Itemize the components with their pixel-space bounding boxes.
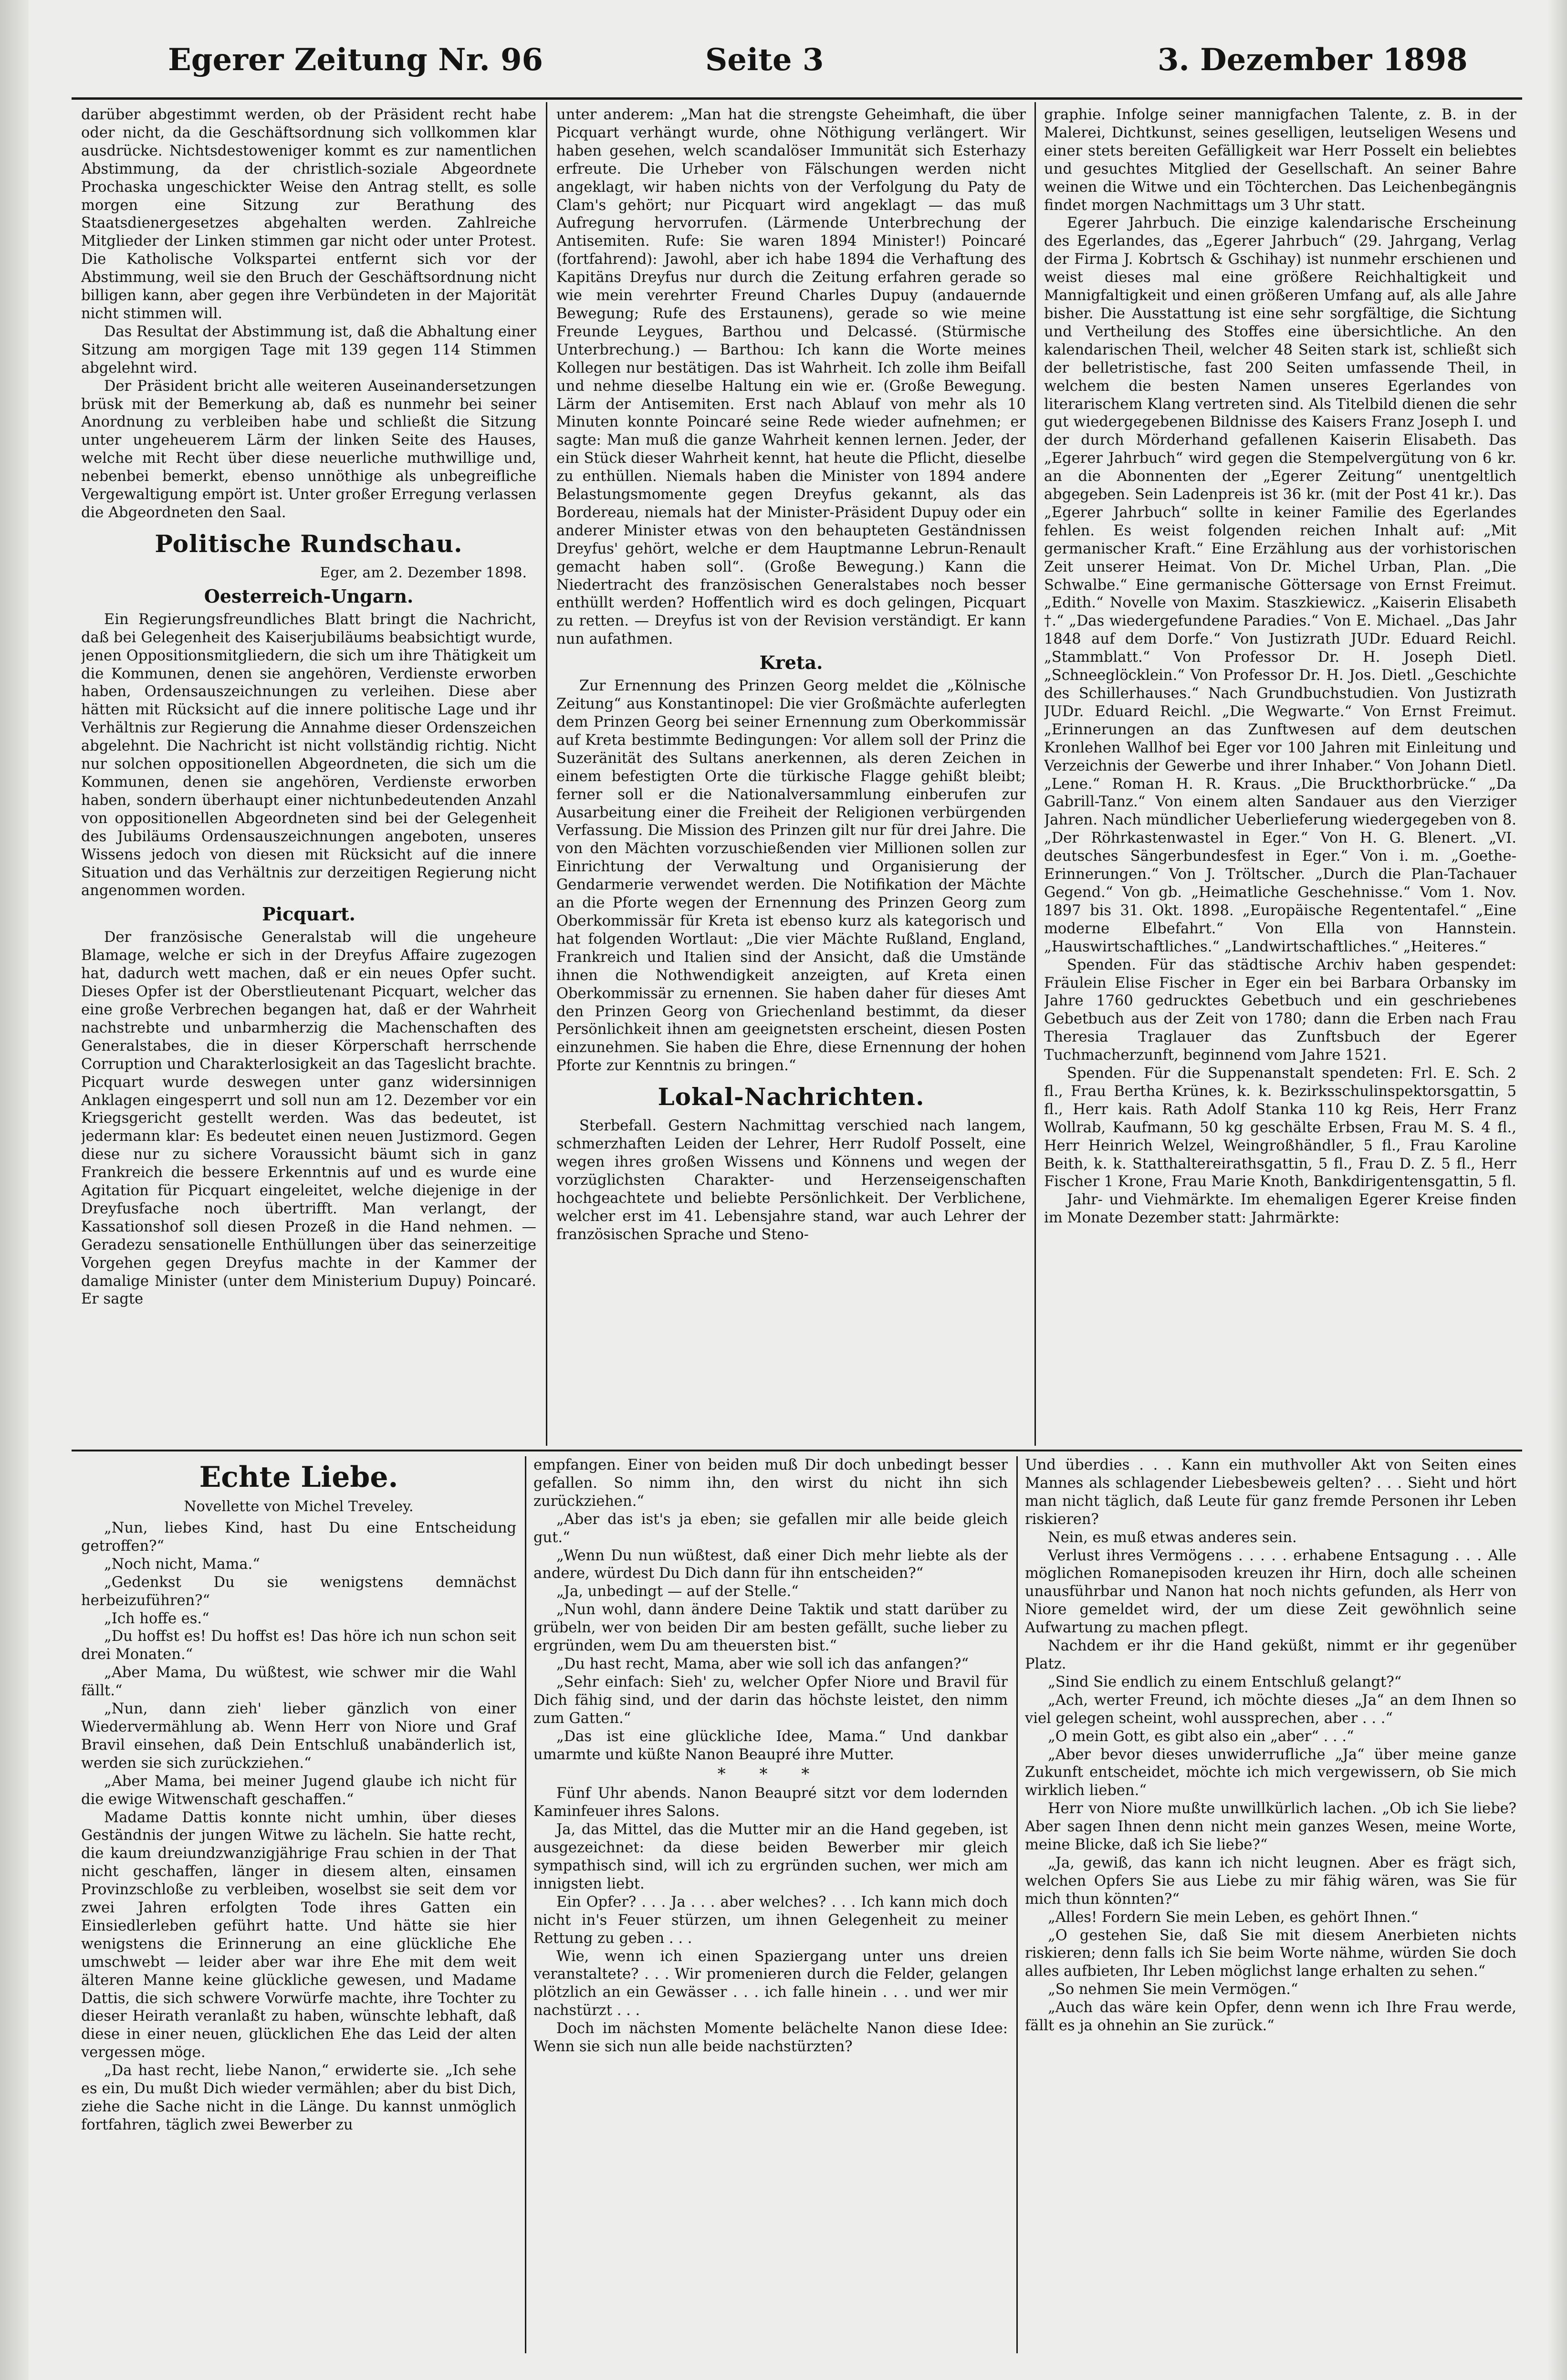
column-rule-3 [525,1456,526,2353]
column-3 [1044,106,1516,1445]
article-paragraph: graphie. Infolge seiner mannigfachen Talente, z. B. in der Malerei, Dichtkunst, seines geselligen, leutseligen Wesens und einer stets bereiten Gefälligkeit war Herr Posselt ein beliebtes und gesuchtes Mitglied der Gesellschaft. An seiner Bahre weinen die Witwe und ein Töchterchen. Das Leichenbegängnis findet morgen Nachmittags um 3 Uhr statt. [1044,106,1516,214]
article-paragraph: Ein Regierungsfreundliches Blatt bringt die Nachricht, daß bei Gelegenheit des Kaiserjubiläums beabsichtigt wurde, jenen Oppositionsmitgliedern, die sich um ihre Thätigkeit um die Kommunen, denen sie angehören, Verdienste erworben haben, Ordensauszeichnungen zu verleihen. Diese aber hätten mit Rücksicht auf die innere politische Lage und ihr Verhältnis zur Regierung die Annahme dieser Ordenszeichen abgelehnt. Die Nachricht ist nicht vollständig richtig. Nicht nur solchen oppositionellen Abgeordneten, die sich um die Kommunen, denen sie angehören, Verdienste erworben haben, sondern überhaupt einer nichtunbedeutenden Anzahl von oppositionellen Abgeordneten sind bei der Gelegenheit des Jubiläums Ordensauszeichnungen angeboten, unseres Wissens jedoch von diesen mit Rücksicht auf die innere Situation und das Verhältnis zur derzeitigen Regierung nicht angenommen worden. [81,611,536,899]
article-paragraph: unter anderem: „Man hat die strengste Geheimhaft, die über Picquart verhängt wurde, ohne Nöthigung verlängert. Wir haben gesehen, welch scandalöser Immunität sich Esterhazy erfreute. Die Urheber von Fälschungen werden nicht angeklagt, wir haben nichts von der Verfolgung du Paty de Clam's gehört; nur Picquart wird angeklagt — das muß Aufregung hervorrufen. (Lärmende Unterbrechung der Antisemiten. Rufe: Sie waren 1894 Minister!) Poincaré (fortfahrend): Jawohl, aber ich habe 1894 die Verhaftung des Kapitäns Dreyfus nur durch die Zeitung erfahren gerade so wie mein verehrter Freund Charles Dupuy (andauernde Bewegung; Rufe des Erstaunens), gerade so wie meine Freunde Leygues, Barthou und Delcassé. (Stürmische Unterbrechung.) — Barthou: Ich kann die Worte meines Kollegen nur bestätigen. Das ist Wahrheit. Ich zolle ihm Beifall und nehme dieselbe Haltung ein wie er. (Große Bewegung. Lärm der Antisemiten. Erst nach Ablauf von mehr als 10 Minuten konnte Poincaré seine Rede wieder aufnehmen; er sagte: Man muß die ganze Wahrheit kennen lernen. Jeder, der ein Stück dieser Wahrheit kennt, hat heute die Pflicht, dieselbe zu enthüllen. Niemals haben die Minister von 1894 andere Belastungsmomente gegen Dreyfus gekannt, als das Bordereau, niemals hat der Minister-Präsident Dupuy oder ein anderer Minister etwas von den behaupteten Geständnissen Dreyfus' gehört, welche er dem Hauptmanne Lebrun-Renault gemacht haben soll“. (Große Bewegung.) Kann die Niedertracht des französischen Generalstabes noch besser enthüllt werden? Hoffentlich wird es doch gelingen, Picquart zu retten. — Dreyfus ist von der Revision verständigt. Er kann nun aufathmen. [556,106,1026,648]
story-paragraph: „Ja, gewiß, das kann ich nicht leugnen. Aber es frägt sich, welchen Opfers Sie aus Liebe zu mir fähig wären, was Sie für mich thun könnten?“ [1025,1854,1516,1908]
column-2 [556,106,1026,1445]
story-paragraph: Nachdem er ihr die Hand geküßt, nimmt er ihr gegenüber Platz. [1025,1638,1516,1672]
column-1 [81,106,536,1445]
feuilleton-rule [72,1450,1522,1451]
story-paragraph: „O gestehen Sie, daß Sie mit diesem Anerbieten nichts riskieren; denn falls ich Sie beim Worte nähme, würden Sie doch alles aufbieten, Ihr Leben möglichst lange erhalten zu sehen.“ [1025,1927,1516,1980]
story-paragraph: „Du hoffst es! Du hoffst es! Das höre ich nun schon seit drei Monaten.“ [81,1628,516,1663]
story-paragraph: Und überdies . . . Kann ein muthvoller Akt von Seiten eines Mannes als schlagender Liebesbeweis gelten? . . . Sieht und hört man nicht täglich, daß Leute für ganz fremde Personen ihr Leben riskieren? [1025,1457,1516,1528]
story-paragraph: „Da hast recht, liebe Nanon,“ erwiderte sie. „Ich sehe es ein, Du mußt Dich wieder vermählen; aber du bist Dich, ziehe die Sache nicht in die Länge. Du kannst unmöglich fortfahren, täglich zwei Bewerber zu [81,2062,516,2133]
story-paragraph: „Nun, liebes Kind, hast Du eine Entscheidung getroffen?“ [81,1520,516,1555]
article-paragraph: Der französische Generalstab will die ungeheure Blamage, welche er sich in der Dreyfus Affaire zugezogen hat, dadurch wett machen, daß er ein neues Opfer sucht. Dieses Opfer ist der Oberstlieutenant Picquart, welcher das eine große Verbrechen begangen hat, daß er der Wahrheit nachstrebte und unbarmherzig die Machenschaften des Generalstabes, die in dieser Körperschaft herrschende Corruption und Charakterlosigkeit an das Tageslicht brachte. Picquart wurde deswegen unter ganz widersinnigen Anklagen eingesperrt und soll nun am 12. Dezember vor ein Kriegsgericht gestellt werden. Was das bedeutet, ist jedermann klar: Es bedeutet einen neuen Justizmord. Gegen diese nur zu sichere Voraussicht bäumt sich in ganz Frankreich die bessere Erkenntnis auf und es wurde eine Agitation für Picquart eingeleitet, welche diejenige in der Dreyfusfache noch übertrifft. Man verlangt, der Kassationshof soll diesen Prozeß in die Hand nehmen. — Geradezu sensationelle Enthüllungen über das seinerzeitige Vorgehen gegen Dreyfus machte in der Kammer der damalige Minister (unter dem Ministerium Dupuy) Poincaré. Er sagte [81,929,536,1308]
story-paragraph: „Du hast recht, Mama, aber wie soll ich das anfangen?“ [556,1655,969,1672]
story-paragraph: Doch im nächsten Momente belächelte Nanon diese Idee: Wenn sie sich nun alle beide nachstürzten? [533,2020,1008,2056]
article-paragraph: Das Resultat der Abstimmung ist, daß die Abhaltung einer Sitzung am morgigen Tage mit 139 gegen 114 Stimmen abgelehnt wird. [81,323,536,376]
article-paragraph: Egerer Jahrbuch. Die einzige kalendarische Erscheinung des Egerlandes, das „Egerer Jahrbuch“ (29. Jahrgang, Verlag der Firma J. Kobrtsch & Gschihay) ist nunmehr erschienen und weist dieses mal eine größere Reichhaltigkeit und Mannigfaltigkeit und einen größeren Umfang auf, als alle Jahre bisher. Die Ausstattung ist eine sehr sorgfältige, die Sichtung und Vertheilung des Stoffes eine übersichtliche. An den kalendarischen Theil, welcher 48 Seiten stark ist, schließt sich der belletristische, fast 200 Seiten umfassende Theil, in welchem die besten Namen unseres Egerlandes von literarischem Klang vertreten sind. Als Titelbild dienen die sehr gut wiedergegebenen Bildnisse des Kaisers Franz Joseph I. und der durch Mörderhand gefallenen Kaiserin Elisabeth. Das „Egerer Jahrbuch“ wird gegen die Stempelvergütung von 6 kr. an die Abonnenten der „Egerer Zeitung“ unentgeltlich abgegeben. Sein Ladenpreis ist 36 kr. (mit der Post 41 kr.). Das „Egerer Jahrbuch“ sollte in keiner Familie des Egerlandes fehlen. Es weist folgenden reichen Inhalt auf: „Mit germanischer Kraft.“ Eine Erzählung aus der vorhistorischen Zeit unserer Heimat. Von Dr. Michel Urban, Plan. „Die Schwalbe.“ Eine germanische Göttersage von Ernst Freimut. „Edith.“ Novelle von Maxim. Staszkiewicz. „Kaiserin Elisabeth †.“ „Das wiedergefundene Paradies.“ Von E. Michael. „Das Jahr 1848 auf dem Dorfe.“ Von Justizrath JUDr. Eduard Reichl. „Stammblatt.“ Von Professor Dr. H. Joseph Dietl. „Schneeglöcklein.“ Von Professor Dr. H. Jos. Dietl. „Geschichte des Schillerhauses.“ Nach Grundbuchstudien. Von Justizrath JUDr. Eduard Reichl. „Die Wegwarte.“ Von Ernst Freimut. „Erinnerungen an das Zunftwesen auf dem deutschen Kronlehen Wallhof bei Eger vor 100 Jahren mit Einleitung und Verzeichnis der Gewerbe und ihrer Inhaber.“ Von Johann Dietl. „Lene.“ Roman H. R. Kraus. „Die Bruckthorbrücke.“ „Da Gabrill-Tanz.“ Von einem alten Sandauer aus den Vierziger Jahren. Nach mündlicher Ueberlieferung wiedergegeben von 8. „Der Röhrkastenwastel in Eger.“ Von H. G. Blenert. „VI. deutsches Sängerbundesfest in Eger.“ Von i. m. „Goethe-Erinnerungen.“ Von J. Tröltscher. „Durch die Plan-Tachauer Gegend.“ Von gb. „Heimatliche Geschehnisse.“ Vom 1. Nov. 1897 bis 31. Okt. 1898. „Europäische Regententafel.“ „Eine moderne Elbefahrt.“ Von Ella von Hannstein. „Hauswirtschaftliches.“ „Landwirtschaftliches.“ „Heiteres.“ [1044,215,1516,955]
column-rule-2 [1034,102,1036,1446]
page-fold-shadow [0,0,29,2380]
article-paragraph: Spenden. Für das städtische Archiv haben gespendet: Fräulein Elise Fischer in Eger ein bei Barbara Orbansky im Jahre 1760 gedrucktes Gebetbuch und ein geschriebenes Gebetbuch aus der Zeit von 1780; dann die Erben nach Frau Theresia Traglauer das Zunftsbuch der Egerer Tuchmacherzunft, beginnend vom Jahre 1521. [1044,956,1516,1064]
header-rule [72,97,1522,100]
article-paragraph: Spenden. Für die Suppenanstalt spendeten: Frl. E. Sch. 2 fl., Frau Bertha Krünes, k. k. Bezirksschulinspektorsgattin, 5 fl., Herr kais. Rath Adolf Stanka 110 kg Reis, Herr Franz Wollrab, Kaufmann, 50 kg geschälte Erbsen, Frau M. S. 4 fl., Herr Heinrich Welzel, Weingroßhändler, 5 fl., Frau Karoline Beith, k. k. Statthaltereirathsgattin, 5 fl., Frau D. Z. 5 fl., Herr Fischer 1 Krone, Frau Marie Knoth, Bankdirigentensgattin, 5 fl. [1044,1065,1516,1190]
story-paragraph: „Noch nicht, Mama.“ [104,1555,260,1573]
article-paragraph: darüber abgestimmt werden, ob der Präsident recht habe oder nicht, da die Geschäftsordnung sich vollkommen klar ausdrücke. Nichtsdestoweniger kommt es zur namentlichen Abstimmung, da der christlich-soziale Abgeordnete Prochaska ungeschickter Weise den Antrag stellt, es solle morgen eine Sitzung zur Berathung des Staatsdienergesetzes abgehalten werden. Zahlreiche Mitglieder der Linken stimmen gar nicht oder unter Protest. Die Katholische Volkspartei entfernt sich vor der Abstimmung, weil sie den Bruch der Geschäftsordnung nicht billigen kann, aber gegen ihre Verbündeten in der Majorität nicht stimmen will. [81,106,536,322]
section-title-local-news: Lokal-Nachrichten. [658,1083,925,1111]
story-paragraph: „Alles! Fordern Sie mein Leben, es gehört Ihnen.“ [1048,1909,1419,1926]
subheading-crete: Kreta. [759,652,823,674]
story-paragraph: „O mein Gott, es gibt also ein „aber“ . . .“ [1048,1728,1354,1745]
masthead-title: Egerer Zeitung Nr. 96 [168,42,543,78]
story-paragraph: „Aber Mama, bei meiner Jugend glaube ich nicht für die ewige Witwenschaft geschaffen.“ [81,1773,516,1808]
story-paragraph: Herr von Niore mußte unwillkürlich lachen. „Ob ich Sie liebe? Aber sagen Ihnen denn nicht mein ganzes Wesen, meine Worte, meine Blicke, daß ich Sie liebe?“ [1025,1800,1516,1854]
story-paragraph: „Sehr einfach: Sieh' zu, welcher Opfer Niore und Bravil für Dich fähig sind, und der darin das höchste leistet, den nimm zum Gatten.“ [533,1673,1008,1727]
article-paragraph: Zur Ernennung des Prinzen Georg meldet die „Kölnische Zeitung“ aus Konstantinopel: Die vier Großmächte auferlegten dem Prinzen Georg bei seiner Ernennung zum Oberkommissär auf Kreta bestimmte Bedingungen: Vor allem soll der Prinz die Suzeränität des Sultans anerkennen, als deren Zeichen in einem befestigten Orte die türkische Flagge gehißt bleibt; ferner soll er die Nationalversammlung einberufen zur Ausarbeitung einer die Freiheit der Religionen verbürgenden Verfassung. Die Mission des Prinzen gilt nur für drei Jahre. Die von den Mächten vorzuschießenden vier Millionen sollen zur Einrichtung der Verwaltung und Organisierung der Gendarmerie verwendet werden. Die Notifikation der Mächte an die Pforte wegen der Ernennung des Prinzen Georg zum Oberkommissär für Kreta ist ebenso kurz als kategorisch und hat folgenden Wortlaut: „Die vier Mächte Rußland, England, Frankreich und Italien sind der Ansicht, daß die Umstände ihnen die Nothwendigkeit anzeigten, auf Kreta einen Oberkommissär zu ernennen. Sie haben daher für dieses Amt den Prinzen Georg von Griechenland bestimmt, da dieser Persönlichkeit ihnen am geeignetsten erscheint, diesen Posten einzunehmen. Sie haben die Ehre, diese Ernennung der hohen Pforte zur Kenntnis zu bringen.“ [556,678,1026,1075]
article-paragraph: Der Präsident bricht alle weiteren Auseinandersetzungen brüsk mit der Bemerkung ab, daß es nunmehr bei seiner Anordnung zu verbleiben habe und schließt die Sitzung unter ungeheuerem Lärm der linken Seite des Hauses, welche mit Recht über diese neuerliche muthwillige und, nebenbei bemerkt, ebenso unnöthige als unbegreifliche Vergewaltigung empört ist. Unter großer Erregung verlassen die Abgeordneten den Saal. [81,377,536,521]
story-paragraph: „Aber bevor dieses unwiderrufliche „Ja“ über meine ganze Zukunft entscheidet, möchte ich mich vergewissern, ob Sie mich wirklich lieben.“ [1025,1746,1516,1799]
story-paragraph: Ein Opfer? . . . Ja . . . aber welches? . . . Ich kann mich doch nicht in's Feuer stürzen, um ihnen Gelegenheit zu meiner Rettung zu geben . . . [533,1893,1008,1947]
section-title-politics: Politische Rundschau. [155,529,463,558]
section-divider-stars: * * * [717,1764,824,1784]
feuilleton-column-1 [81,1455,516,2352]
story-paragraph: Wie, wenn ich einen Spaziergang unter uns dreien veranstaltete? . . . Wir promenieren durch die Felder, gelangen plötzlich an ein Gewässer . . . ich falle hinein . . . und wer mir nachstürzt . . . [533,1948,1008,2019]
story-paragraph: empfangen. Einer von beiden muß Dir doch unbedingt besser gefallen. So nimm ihn, den wirst du nicht ihn sich zurückziehen.“ [533,1457,1008,1510]
story-paragraph: „Aber Mama, Du wüßtest, wie schwer mir die Wahl fällt.“ [81,1664,516,1700]
story-paragraph: „Aber das ist's ja eben; sie gefallen mir alle beide gleich gut.“ [533,1511,1008,1546]
feuilleton-column-2 [533,1456,1008,2352]
subheading-picquart: Picquart. [262,903,355,925]
story-paragraph: „Gedenkst Du sie wenigstens demnächst herbeizuführen?“ [81,1574,516,1609]
story-author: Novellette von Michel Treveley. [184,1498,414,1515]
dateline: Eger, am 2. Dezember 1898. [320,564,527,581]
story-paragraph: „Ach, werter Freund, ich möchte dieses „Ja“ an dem Ihnen so viel gelegen scheint, wohl aussprechen, aber . . .“ [1025,1691,1516,1727]
story-paragraph: Madame Dattis konnte nicht umhin, über dieses Geständnis der jungen Witwe zu lächeln. Sie hatte recht, die kaum dreiundzwanzigjährige Frau schien in der That nicht geschaffen, länger in diesem alten, einsamen Provinzschloße zu verbleiben, woselbst sie seit dem vor zwei Jahren erfolgten Tode ihres Gatten ein Einsiedlerleben geführt hatte. Und hätte sie hier wenigstens die Erinnerung an eine glückliche Ehe umschwebt — leider aber war ihre Ehe mit dem weit älteren Manne keine glückliche gewesen, und Madame Dattis, die sich schwere Vorwürfe machte, ihre Tochter zu dieser Heirath veranlaßt zu haben, wünschte lebhaft, daß diese in einer neuen, glücklichen Ehe das Leid der alten vergessen möge. [81,1809,516,2061]
feuilleton-column-3 [1025,1456,1516,2352]
story-paragraph: „Wenn Du nun wüßtest, daß einer Dich mehr liebte als der andere, würdest Du Dich dann für ihn entscheiden?“ [533,1547,1008,1582]
story-paragraph: „Nun, dann zieh' lieber gänzlich von einer Wiedervermählung ab. Wenn Herr von Niore und Graf Bravil einsehen, daß Dein Entschluß unabänderlich ist, werden sie sich zurückziehen.“ [81,1701,516,1772]
article-paragraph: Jahr- und Viehmärkte. Im ehemaligen Egerer Kreise finden im Monate Dezember statt: Jahrmärkte: [1044,1191,1516,1227]
story-paragraph: „Das ist eine glückliche Idee, Mama.“ Und dankbar umarmte und küßte Nanon Beaupré ihre Mutter. [533,1728,1008,1763]
issue-date: 3. Dezember 1898 [1158,42,1468,78]
story-title: Echte Liebe. [199,1461,398,1494]
story-paragraph: „Nun wohl, dann ändere Deine Taktik und statt darüber zu grübeln, wer von beiden Dir am besten gefällt, suche lieber zu ergründen, wem Du am theuersten bist.“ [533,1601,1008,1655]
story-paragraph: Ja, das Mittel, das die Mutter mir an die Hand gegeben, ist ausgezeichnet: da diese beiden Bewerber mir gleich sympathisch sind, will ich zu ergründen suchen, wer mich am innigsten liebt. [533,1821,1008,1892]
story-paragraph: „Ich hoffe es.“ [104,1610,209,1627]
column-rule-1 [546,102,547,1446]
story-paragraph: Fünf Uhr abends. Nanon Beaupré sitzt vor dem lodernden Kaminfeuer ihres Salons. [533,1785,1008,1820]
story-paragraph: „Auch das wäre kein Opfer, denn wenn ich Ihre Frau werde, fällt es ja ohnehin an Sie zurück.“ [1025,1999,1516,2035]
article-paragraph: Sterbefall. Gestern Nachmittag verschied nach langem, schmerzhaften Leiden der Lehrer, Herr Rudolf Posselt, eine wegen ihres großen Wissens und Könnens und wegen der vorzüglichsten Charakter- und Herzenseigenschaften hochgeachtete und beliebte Persönlichkeit. Der Verblichene, welcher erst im 41. Lebensjahre stand, war auch Lehrer der französischen Sprache und Steno- [556,1117,1026,1243]
story-paragraph: „So nehmen Sie mein Vermögen.“ [1048,1981,1298,1998]
page-number: Seite 3 [705,42,824,78]
column-rule-4 [1016,1456,1018,2353]
page-edge-shadow [1548,0,1567,2380]
subheading-austria-hungary: Oesterreich-Ungarn. [204,585,414,607]
story-paragraph: Verlust ihres Vermögens . . . . . erhabene Entsagung . . . Alle möglichen Romanepisoden kreuzen ihr Hirn, doch alle scheinen unausführbar und Nanon hat noch nichts gefunden, als Herr von Niore gemeldet wird, der um diese Zeit gewöhnlich seine Aufwartung zu machen pflegt. [1025,1547,1516,1637]
story-paragraph: Nein, es muß etwas anderes sein. [1048,1529,1297,1546]
story-paragraph: „Ja, unbedingt — auf der Stelle.“ [556,1583,799,1600]
story-paragraph: „Sind Sie endlich zu einem Entschluß gelangt?“ [1048,1673,1402,1691]
